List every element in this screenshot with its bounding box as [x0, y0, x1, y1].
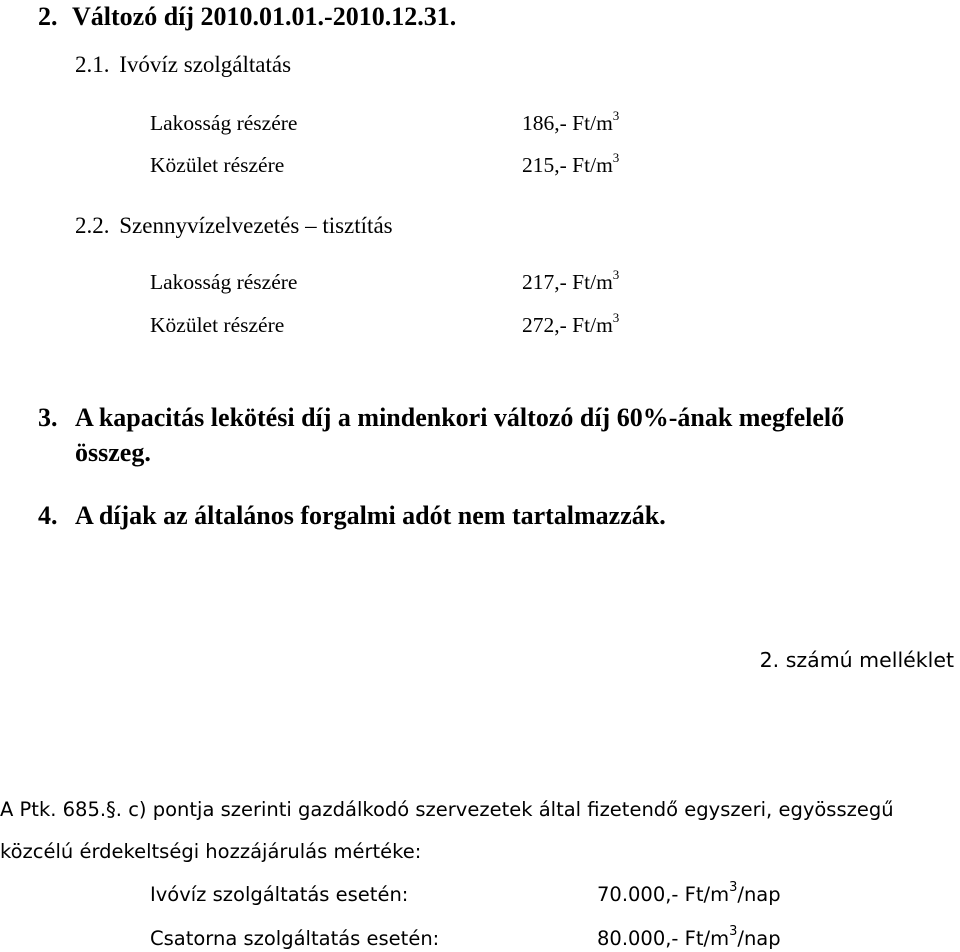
item-3-number: 3.	[38, 403, 58, 432]
price-row-value: 217,- $Ft/m^3$	[522, 267, 620, 294]
section-heading	[38, 4, 456, 30]
price-row-label: Lakosság részére	[150, 270, 298, 294]
price-row-label: Közület részére	[150, 313, 285, 337]
item-3-line1: A kapacitás lekötési díj a mindenkori változó díj 60%-ának megfelelő	[75, 403, 845, 432]
contribution-row-value: 80.000,- $Ft/m^3$/nap	[597, 924, 781, 950]
annex-intro-line1: A Ptk. 685.§. c) pontja szerinti gazdálkodó szervezetek által fizetendő egyszeri, egyösszegű	[0, 798, 894, 821]
item-3-line2: összeg.	[75, 438, 151, 467]
contribution-row-label: Ivóvíz szolgáltatás esetén:	[150, 883, 409, 906]
subsection-number: 2.2.	[75, 213, 110, 238]
subsection-title: Ivóvíz szolgáltatás	[119, 52, 292, 77]
annex-intro-line2: közcélú érdekeltségi hozzájárulás mértéke:	[0, 840, 422, 863]
subsection-heading-drinking-water	[75, 53, 291, 76]
price-row-value: 186,- $Ft/m^3$	[522, 108, 620, 135]
section-number: 2.	[38, 2, 58, 31]
subsection-number: 2.1.	[75, 52, 110, 77]
item-4-text: A díjak az általános forgalmi adót nem tartalmazzák.	[75, 501, 666, 530]
section-title: Változó díj 2010.01.01.-2010.12.31.	[72, 2, 457, 31]
price-row-label: Lakosság részére	[150, 111, 298, 135]
price-row-value: 215,- $Ft/m^3$	[522, 150, 620, 177]
price-row-value: 272,- $Ft/m^3$	[522, 310, 620, 337]
contribution-row-label: Csatorna szolgáltatás esetén:	[150, 927, 440, 950]
annex-label: 2. számú melléklet	[759, 648, 954, 672]
item-4-number: 4.	[38, 501, 58, 530]
subsection-heading-sewage	[75, 214, 393, 237]
contribution-row-value: 70.000,- $Ft/m^3$/nap	[597, 880, 781, 906]
subsection-title: Szennyvízelvezetés – tisztítás	[119, 213, 393, 238]
price-row-label: Közület részére	[150, 153, 285, 177]
